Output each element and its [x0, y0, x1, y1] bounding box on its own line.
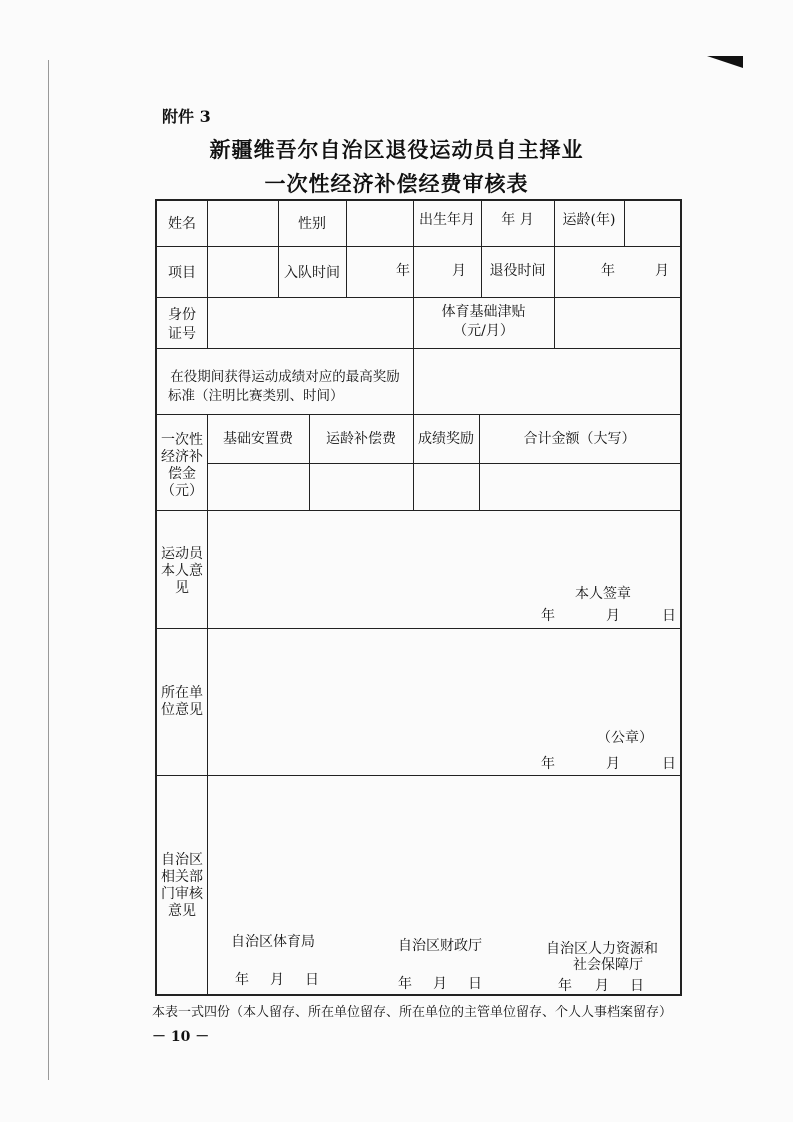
label-id-line2: 证号: [168, 326, 196, 342]
col-line: [346, 199, 347, 297]
unit-date-day: 日: [662, 756, 676, 772]
row-line: [155, 628, 682, 629]
hr-dept-month: 月: [595, 978, 609, 994]
retire-month: 月: [655, 263, 669, 279]
form-title-line2: 一次性经济补偿经费审核表: [264, 171, 529, 196]
row-line: [155, 414, 682, 415]
athlete-date-month: 月: [606, 608, 620, 624]
label-name: 姓名: [168, 216, 196, 232]
col-line: [207, 775, 208, 995]
col-line: [413, 348, 414, 414]
label-total-amount: 合计金额（大写）: [523, 431, 636, 447]
hr-dept-label-line2: 社会保障厅: [573, 957, 643, 973]
page-edge: [48, 60, 49, 1080]
corner-mark: [707, 56, 743, 68]
label-comp-line3: 偿金: [168, 466, 196, 482]
label-gender: 性别: [298, 216, 326, 232]
hr-dept-day: 日: [630, 978, 644, 994]
sports-bureau-month: 月: [270, 972, 284, 988]
col-line: [207, 414, 208, 510]
label-retire-time: 退役时间: [489, 263, 546, 279]
unit-date-month: 月: [606, 756, 620, 772]
col-line: [413, 414, 414, 510]
row-line: [155, 775, 682, 776]
attachment-label: 附件 3: [162, 107, 211, 126]
label-comp-line1: 一次性: [161, 432, 203, 448]
label-allowance-line1: 体育基础津贴: [441, 304, 526, 320]
sports-bureau-day: 日: [305, 972, 319, 988]
sports-bureau-label: 自治区体育局: [231, 934, 315, 950]
row-line: [155, 348, 682, 349]
label-enlist-time: 入队时间: [284, 265, 340, 281]
row-line: [155, 510, 682, 511]
retire-year: 年: [601, 263, 615, 279]
finance-dept-month: 月: [433, 976, 447, 992]
athlete-date-year: 年: [541, 608, 555, 624]
page-number: － 10 －: [152, 1029, 210, 1045]
label-id-line1: 身份: [168, 307, 196, 323]
label-unit-line1: 所在单: [161, 685, 203, 701]
row-line: [207, 463, 682, 464]
birth-year-month: 年 月: [501, 212, 534, 228]
label-sport-age: 运龄(年): [562, 212, 616, 228]
label-age-comp: 运龄补偿费: [326, 431, 396, 447]
col-line: [207, 199, 208, 348]
athlete-signature-label: 本人签章: [575, 586, 631, 602]
enlist-year: 年: [396, 263, 410, 279]
hr-dept-year: 年: [558, 978, 572, 994]
col-line: [309, 414, 310, 510]
unit-date-year: 年: [541, 756, 555, 772]
row-line: [155, 246, 682, 247]
label-comp-line4: （元）: [161, 483, 203, 499]
finance-dept-year: 年: [398, 976, 412, 992]
row-line: [155, 297, 682, 298]
label-performance: 成绩奖励: [418, 431, 474, 447]
sports-bureau-year: 年: [235, 972, 249, 988]
finance-dept-day: 日: [468, 976, 482, 992]
label-region-line3: 门审核: [161, 886, 203, 902]
label-athlete-line1: 运动员: [161, 546, 203, 562]
label-award-line1: 在役期间获得运动成绩对应的最高奖励: [170, 369, 400, 385]
label-award-line2: 标准（注明比赛类别、时间）: [168, 388, 344, 404]
col-line: [624, 199, 625, 246]
finance-dept-label: 自治区财政厅: [398, 938, 482, 954]
label-region-line2: 相关部: [161, 869, 203, 885]
label-athlete-line2: 本人意: [161, 563, 203, 579]
label-basic-fee: 基础安置费: [223, 431, 293, 447]
label-allowance-line2: （元/月）: [453, 323, 514, 339]
label-athlete-line3: 见: [175, 580, 189, 596]
label-unit-line2: 位意见: [161, 702, 203, 718]
label-region-line4: 意见: [168, 903, 196, 919]
label-region-line1: 自治区: [161, 852, 203, 868]
col-line: [479, 414, 480, 510]
label-item: 项目: [168, 265, 196, 281]
table-border-top: [155, 199, 682, 201]
enlist-month: 月: [452, 263, 466, 279]
footer-note: 本表一式四份（本人留存、所在单位留存、所在单位的主管单位留存、个人人事档案留存）: [152, 1005, 673, 1020]
form-title-line1: 新疆维吾尔自治区退役运动员自主择业: [209, 137, 584, 162]
athlete-date-day: 日: [662, 608, 676, 624]
table-border-right: [680, 199, 682, 996]
col-line: [207, 510, 208, 775]
label-comp-line2: 经济补: [161, 449, 203, 465]
hr-dept-label-line1: 自治区人力资源和: [546, 941, 658, 957]
unit-seal-label: （公章）: [597, 730, 653, 746]
label-birth: 出生年月: [419, 212, 475, 228]
